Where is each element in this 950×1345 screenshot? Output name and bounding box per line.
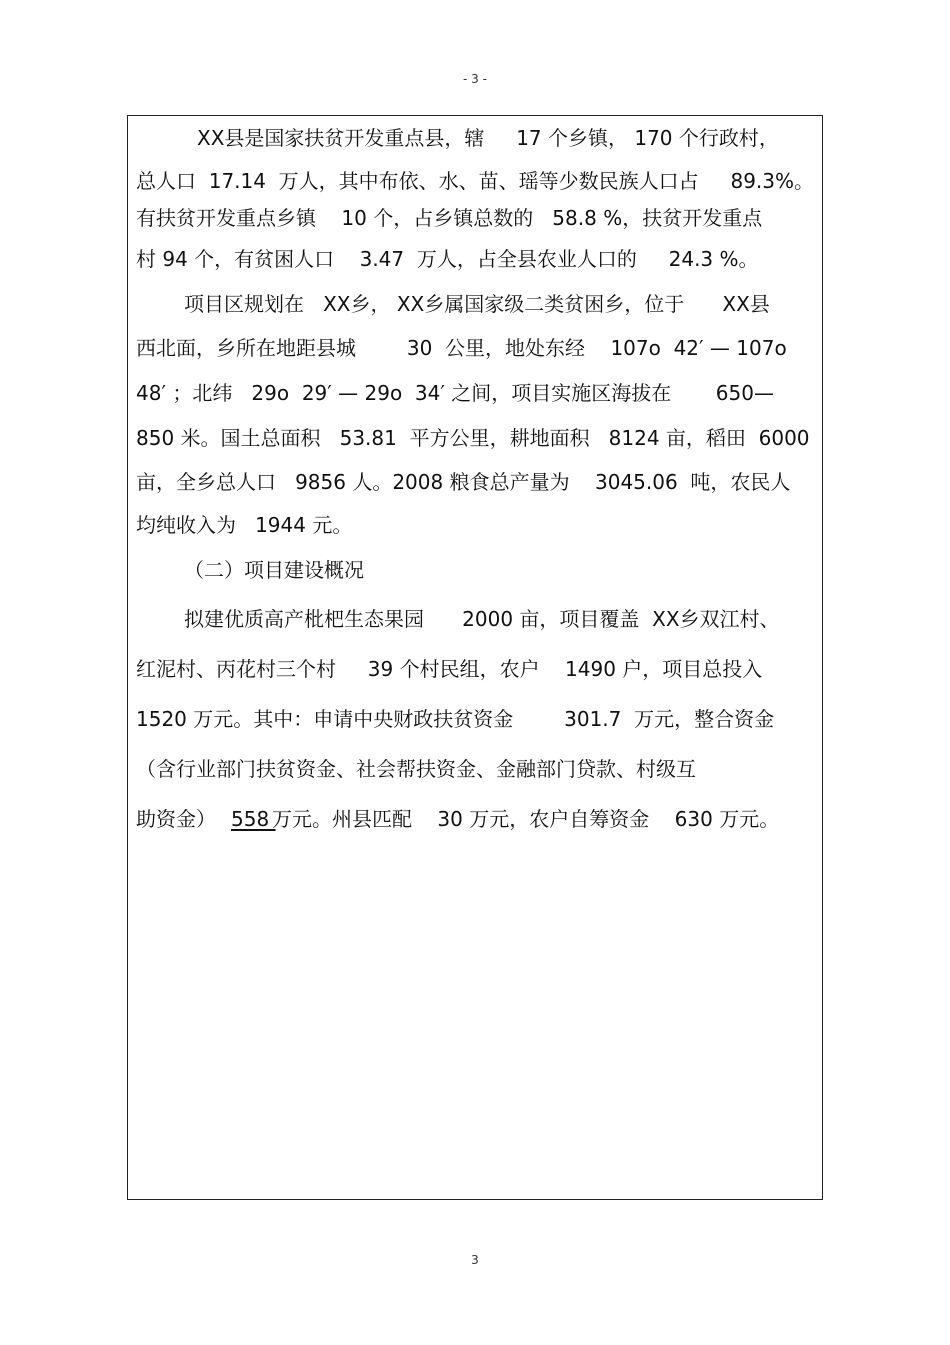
text-line: 总人口 17.14 万人，其中布依、水、苗、瑶等少数民族人口占 89.3%。 (136, 169, 815, 193)
page-footer-number: 3 (471, 1253, 479, 1267)
text-line: 亩，全乡总人口 9856 人。2008 粮食总产量为 3045.06 吨，农民人 (136, 470, 791, 494)
text-line: 850 米。国土总面积 53.81 平方公里，耕地面积 8124 亩，稻田 6000 (136, 426, 810, 450)
text-line: 有扶贫开发重点乡镇 10 个，占乡镇总数的 58.8 %，扶贫开发重点 (136, 206, 763, 230)
text-line: 助资金） (136, 807, 216, 831)
text-line: （含行业部门扶贫资金、社会帮扶资金、金融部门贷款、村级互 (136, 757, 696, 781)
text-line: 红泥村、丙花村三个村 39 个村民组，农户 1490 户，项目总投入 (136, 657, 763, 681)
text-line: 西北面，乡所在地距县城 30 公里，地处东经 107o 42′ — 107o (136, 336, 787, 360)
underlined-amount: 558 (231, 807, 276, 831)
section-heading: （二）项目建设概况 (184, 558, 364, 582)
page-header-number: - 3 - (463, 72, 487, 86)
text-line: 1520 万元。其中：申请中央财政扶贫资金 301.7 万元，整合资金 (136, 707, 775, 731)
text-line: 万元。州县匹配 30 万元，农户自筹资金 630 万元。 (272, 807, 780, 831)
text-line: 项目区规划在 XX乡， XX乡属国家级二类贫困乡，位于 XX县 (184, 292, 770, 316)
text-line: XX县是国家扶贫开发重点县，辖 17 个乡镇， 170 个行政村， (197, 126, 779, 150)
text-line: 村 94 个，有贫困人口 3.47 万人，占全县农业人口的 24.3 %。 (136, 247, 759, 271)
text-line: 48′ ；北纬 29o 29′ — 29o 34′ 之间，项目实施区海拔在 650— (136, 381, 774, 405)
text-line: 均纯收入为 1944 元。 (136, 513, 353, 537)
text-line: 拟建优质高产枇杷生态果园 2000 亩，项目覆盖 XX乡双江村、 (184, 607, 780, 631)
